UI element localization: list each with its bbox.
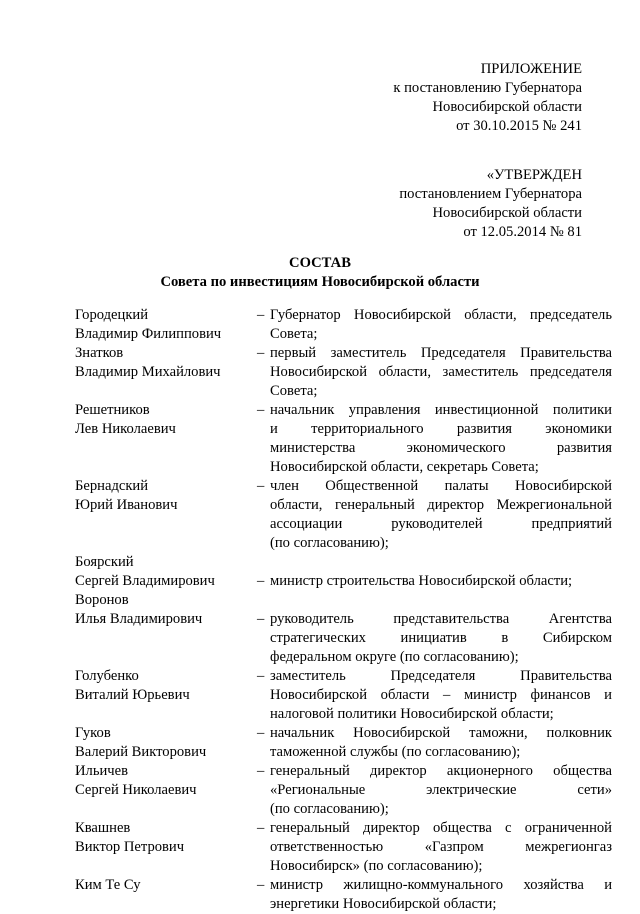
member-row	[75, 401, 612, 477]
member-position-line: первый заместитель Председателя Правительства	[270, 345, 612, 361]
member-dash	[257, 819, 270, 838]
member-dash	[257, 667, 270, 686]
member-name-line: Бернадский	[75, 478, 149, 494]
attachment-line: к постановлению Губернатора	[393, 80, 582, 96]
attachment-line: ПРИЛОЖЕНИЕ	[480, 61, 582, 77]
member-position-line: начальник Новосибирской таможни, полковник	[270, 725, 612, 741]
member-position-line: член Общественной палаты Новосибирской	[270, 478, 612, 494]
member-name-line: Голубенко	[75, 668, 139, 684]
member-position-line: Новосибирской области – министр финансов и	[270, 687, 612, 703]
member-dash	[257, 762, 270, 781]
approval-line: постановлением Губернатора	[399, 186, 582, 202]
member-dash	[257, 401, 270, 420]
member-position-line: министр жилищно-коммунального хозяйства и	[270, 877, 612, 893]
member-row	[75, 724, 612, 762]
member-position-line: генеральный директор общества с ограниченной	[270, 820, 612, 836]
member-position-line	[270, 591, 612, 610]
member-name	[75, 344, 257, 382]
member-position-line: Губернатор Новосибирской области, председатель	[270, 307, 612, 323]
member-position	[270, 344, 612, 401]
attachment-line: Новосибирской области	[432, 99, 582, 115]
member-dash	[257, 553, 270, 591]
member-dash	[257, 591, 270, 629]
dash-mark: –	[257, 763, 265, 779]
member-position	[270, 667, 612, 724]
member-dash	[257, 306, 270, 325]
member-name-line: Ильичев	[75, 763, 128, 779]
dash-mark: –	[257, 668, 265, 684]
member-name-line: Сергей Владимирович	[75, 573, 215, 589]
member-position-line: Совета;	[270, 326, 318, 342]
approval-stamp	[399, 166, 582, 242]
member-position	[270, 876, 612, 914]
member-position-line: таможенной службы (по согласованию);	[270, 744, 521, 760]
dash-mark: –	[257, 345, 265, 361]
member-position	[270, 724, 612, 762]
member-name-line: Воронов	[75, 592, 129, 608]
member-position-line: Совета;	[270, 383, 318, 399]
member-position-line: руководитель представительства Агентства	[270, 611, 612, 627]
member-row	[75, 667, 612, 724]
dash-mark: –	[257, 307, 265, 323]
member-name-line: Боярский	[75, 554, 134, 570]
member-position	[270, 762, 612, 819]
member-name-line: Лев Николаевич	[75, 421, 176, 437]
member-row	[75, 477, 612, 553]
member-name-line: Владимир Михайлович	[75, 364, 221, 380]
member-name-line: Гуков	[75, 725, 111, 741]
member-position-line	[270, 553, 612, 572]
member-position-line: «Региональные электрические сети»	[270, 782, 612, 798]
document-title	[0, 254, 640, 292]
approval-line: Новосибирской области	[432, 205, 582, 221]
member-name-line: Юрий Иванович	[75, 497, 178, 513]
member-position-line: начальник управления инвестиционной политики	[270, 402, 612, 418]
approval-line: от 12.05.2014 № 81	[463, 224, 582, 240]
member-position	[270, 553, 612, 591]
member-name-line: Сергей Николаевич	[75, 782, 197, 798]
member-position-line: министерства экономического развития	[270, 440, 612, 456]
dash-mark: –	[257, 877, 265, 893]
member-name-line: Владимир Филиппович	[75, 326, 222, 342]
member-name-line: Виктор Петрович	[75, 839, 185, 855]
title-line-1: СОСТАВ	[289, 255, 351, 271]
member-position-line: стратегических инициатив в Сибирском	[270, 630, 612, 646]
member-position-line: Новосибирск» (по согласованию);	[270, 858, 483, 874]
member-row	[75, 344, 612, 401]
member-position-line: ассоциации руководителей предприятий	[270, 516, 612, 532]
member-position-line: области, генеральный директор Межрегиональной	[270, 497, 612, 513]
attachment-line: от 30.10.2015 № 241	[456, 118, 582, 134]
member-position-line: министр строительства Новосибирской области;	[270, 573, 573, 589]
member-position-line: Новосибирской области, секретарь Совета;	[270, 459, 539, 475]
title-line-2: Совета по инвестициям Новосибирской области	[160, 274, 480, 290]
member-name	[75, 591, 257, 629]
approval-line: «УТВЕРЖДЕН	[486, 167, 582, 183]
member-name-line: Ким Те Су	[75, 877, 141, 893]
member-name-line: Валерий Викторович	[75, 744, 207, 760]
member-position-line: (по согласованию);	[270, 801, 389, 817]
dash-mark: –	[257, 402, 265, 418]
member-position-line: ответственностью «Газпром межрегионгаз	[270, 839, 612, 855]
member-row	[75, 591, 612, 667]
member-dash	[257, 344, 270, 363]
member-position	[270, 819, 612, 876]
member-name-line: Городецкий	[75, 307, 149, 323]
member-row	[75, 762, 612, 819]
member-position-line: Новосибирской области, заместитель председателя	[270, 364, 612, 380]
dash-mark: –	[257, 478, 265, 494]
member-dash	[257, 724, 270, 743]
member-name	[75, 819, 257, 857]
member-name-line: Знатков	[75, 345, 124, 361]
member-position	[270, 401, 612, 477]
member-position-line: налоговой политики Новосибирской области;	[270, 706, 554, 722]
member-position-line: и территориального развития экономики	[270, 421, 612, 437]
member-dash	[257, 876, 270, 895]
member-name	[75, 667, 257, 705]
member-name	[75, 762, 257, 800]
member-name	[75, 876, 257, 895]
member-row	[75, 306, 612, 344]
member-position	[270, 477, 612, 553]
member-row	[75, 819, 612, 876]
dash-mark: –	[257, 725, 265, 741]
member-name-line: Решетников	[75, 402, 150, 418]
member-dash	[257, 477, 270, 496]
member-position	[270, 306, 612, 344]
dash-mark: –	[257, 820, 265, 836]
member-name	[75, 724, 257, 762]
member-position-line: (по согласованию);	[270, 535, 389, 551]
member-name-line: Виталий Юрьевич	[75, 687, 190, 703]
members-list	[75, 306, 612, 914]
attachment-header	[393, 60, 582, 136]
member-row	[75, 876, 612, 914]
member-name	[75, 477, 257, 515]
member-name	[75, 553, 257, 591]
member-name-line: Квашнев	[75, 820, 131, 836]
member-position-line: энергетики Новосибирской области;	[270, 896, 497, 912]
member-position	[270, 591, 612, 667]
member-position-line: генеральный директор акционерного общества	[270, 763, 612, 779]
member-name-line: Илья Владимирович	[75, 611, 203, 627]
member-name	[75, 306, 257, 344]
member-name	[75, 401, 257, 439]
dash-mark: –	[257, 611, 265, 627]
member-position-line: заместитель Председателя Правительства	[270, 668, 612, 684]
member-position-line: федеральном округе (по согласованию);	[270, 649, 519, 665]
member-row	[75, 553, 612, 591]
dash-mark: –	[257, 573, 265, 589]
